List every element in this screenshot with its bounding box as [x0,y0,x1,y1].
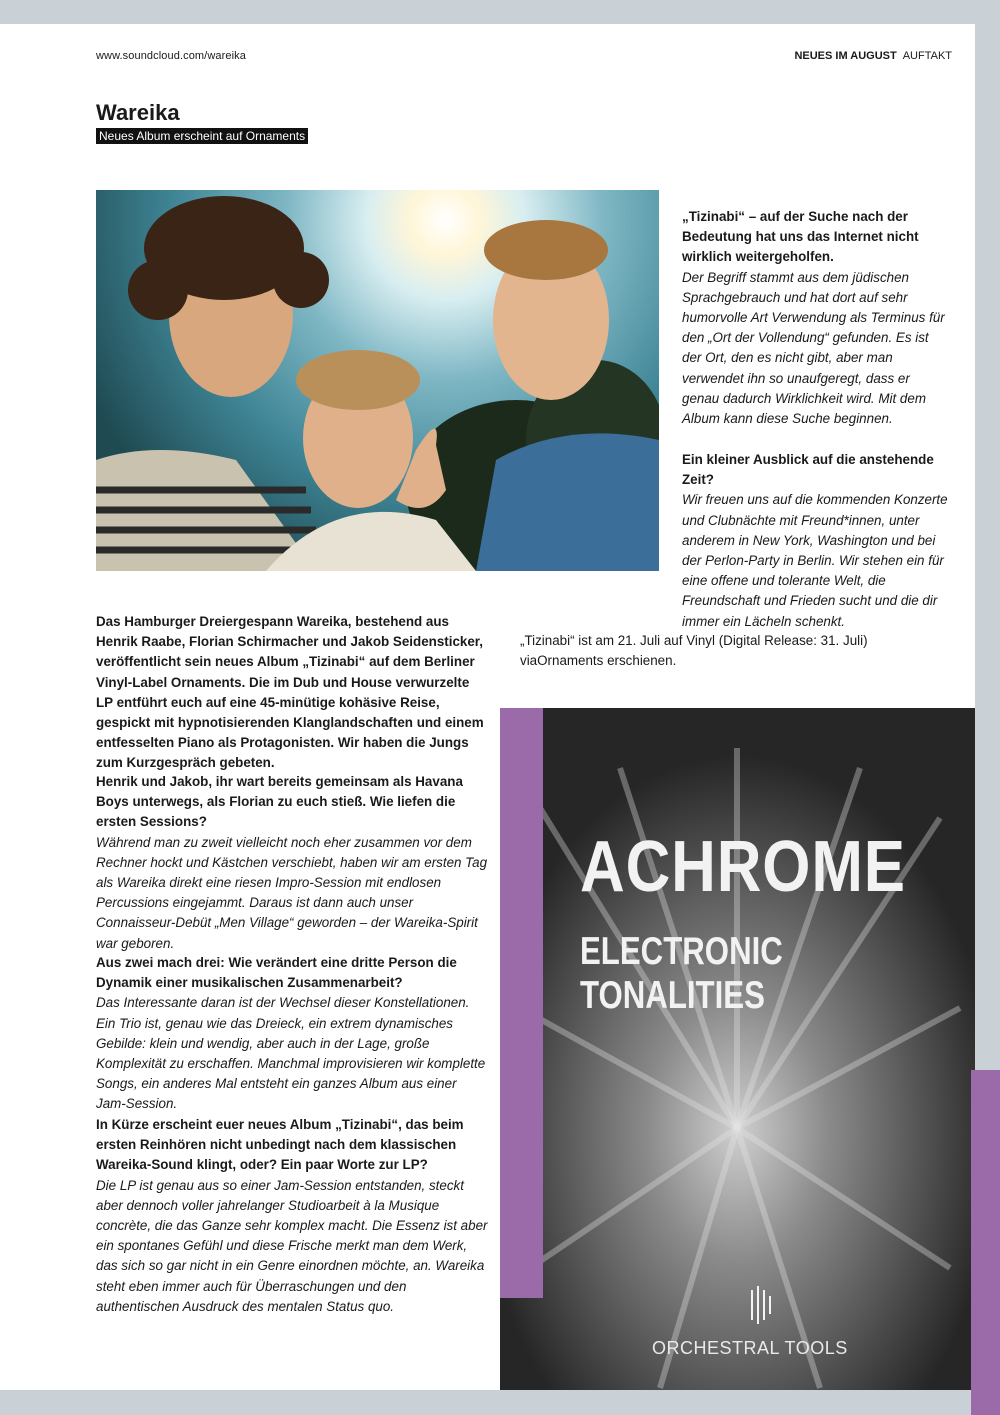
question-1: Henrik und Jakob, ihr wart bereits gemeinsam als Havana Boys unterwegs, als Florian zu euch stieß. Wie liefen die ersten Sessions? [96,774,463,830]
question-5: Ein kleiner Ausblick auf die anstehende Zeit? [682,452,934,488]
question-2: Aus zwei mach drei: Wie verändert eine dritte Person die Dynamik einer musikalischen Zusammenarbeit? [96,955,457,991]
answer-5: Wir freuen uns auf die kommenden Konzerte und Clubnächte mit Freund*innen, unter anderem in New York, Washington und bei der Perlon-Party in Berlin. Wir stehen ein für eine offene und tolerante Welt, die Freundschaft und Frieden sucht und die dir immer ein Lächeln schenkt. [682,492,948,629]
article-title: Wareika [96,100,180,125]
question-3: In Kürze erscheint euer neues Album „Tizinabi“, das beim ersten Reinhören nicht unbedingt nach dem klassischen Wareika-Sound klingt, oder? Ein paar Worte zur LP? [96,1117,464,1173]
category-label: AUFTAKT [902,50,952,62]
answer-2: Das Interessante daran ist der Wechsel dieser Konstellationen. Ein Trio ist, genau wie das Dreieck, ein extrem dynamisches Gebilde: klein und wendig, aber auch in der Lage, große Komplexität zu erschaffen. Manchmal improvisieren wir komplette Songs, ein anderes Mal entsteht ein ganzes Album aus einer Jam-Session. [96,995,486,1112]
ad-brand: ORCHESTRAL TOOLS [652,1338,848,1358]
qa-block-1 [96,772,488,954]
achrome-advertisement[interactable] [500,708,975,1390]
ad-title: ACHROME [580,827,906,907]
ad-background-art [500,708,975,1390]
article-subtitle: Neues Album erscheint auf Ornaments [96,128,308,144]
ad-subtitle: ELECTRONIC TONALITIES [580,930,783,1017]
page-header-section [794,50,952,62]
ad-accent-bar-left [500,708,543,1298]
question-4: „Tizinabi“ – auf der Suche nach der Bedeutung hat uns das Internet nicht wirklich weitergeholfen. [682,209,919,265]
answer-4: Der Begriff stammt aus dem jüdischen Sprachgebrauch und hat dort auf sehr humorvolle Art Verwendung als Terminus für den „Ort der Vollendung“ gefunden. Es ist der Ort, den es nicht gibt, aber man verwendet ihn so unaufgeregt, dass er genau dadurch Wirklichkeit wird. Mit dem Album kann diese Suche beginnen. [682,269,945,427]
band-photo-illustration [96,190,659,571]
qa-block-2 [96,953,488,1115]
answer-1: Während man zu zweit vielleicht noch eher zusammen vor dem Rechner hockt und Kästchen verschiebt, haben wir am ersten Tag als Wareika direkt eine riesen Impro-Session mit endlosen Percussions eingejammt. Daraus ist dann auch unser Connaisseur-Debüt „Men Village“ geworden – der Wareika-Spirit war geboren. [96,834,488,951]
soundcloud-url[interactable]: www.soundcloud.com/wareika [96,50,246,62]
section-label: NEUES IM AUGUST [794,50,897,62]
article-intro: Das Hamburger Dreiergespann Wareika, bestehend aus Henrik Raabe, Florian Schirmacher und Jakob Seidensticker, veröffentlicht sein neues Album „Tizinabi“ auf dem Berliner Vinyl-Label Ornaments. Die im Dub und House verwurzelte LP entführt euch auf eine 45-minütige kohäsive Reise, gespickt mit hypnotisierenden Klanglandschaften und einem entfesselten Piano als Protagonisten. Wir haben die Jungs zum Kurzgespräch gebeten. [96,614,484,771]
qa-block-5 [682,450,952,632]
answer-3: Die LP ist genau aus so einer Jam-Session entstanden, steckt aber dennoch voller jahrelanger Studioarbeit à la Musique concrète, die das Ganze sehr komplex macht. Die Essenz ist aber ein spontanes Gefühl und diese Frische merkt man dem Werk, das sich so gar nicht in ein Genre einordnen möchte, an. Wareika steht eben immer auch für Überraschungen und den authentischen Ausdruck des mentalen Status quo. [96,1177,488,1314]
band-photo [96,190,659,571]
ad-accent-bar-right [971,1070,1000,1415]
qa-block-4 [682,207,950,429]
qa-block-3 [96,1115,488,1317]
release-note: „Tizinabi“ ist am 21. Juli auf Vinyl (Digital Release: 31. Juli) viaOrnaments erschienen. [520,633,868,669]
